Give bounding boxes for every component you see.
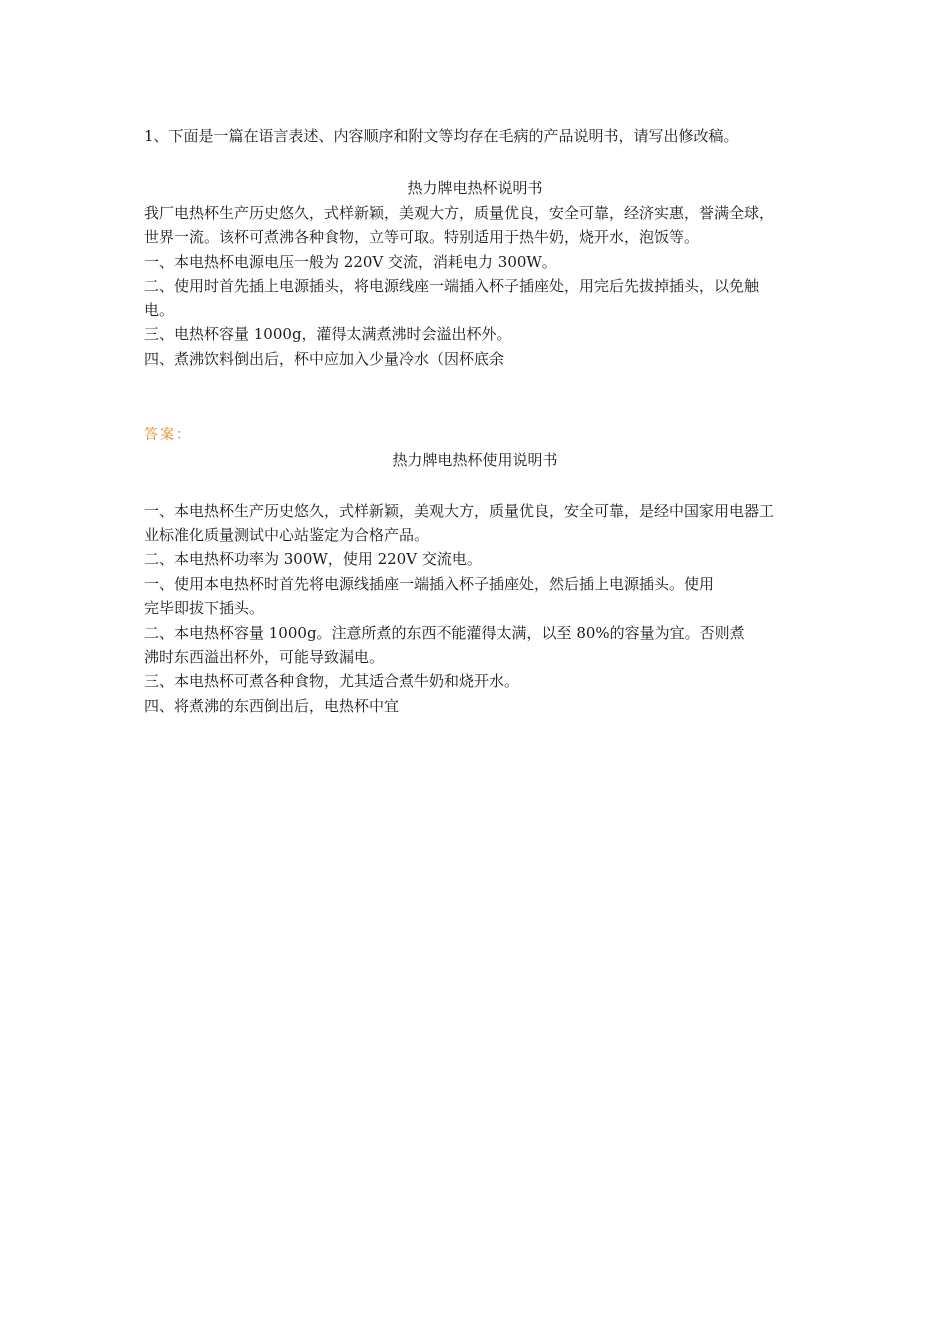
original-line: 四、煮沸饮料倒出后，杯中应加入少量冷水（因杯底余	[144, 350, 505, 368]
answer-line: 业标准化质量测试中心站鉴定为合格产品。	[144, 526, 430, 544]
original-line: 世界一流。该杯可煮沸各种食物，立等可取。特别适用于热牛奶，烧开水，泡饭等。	[144, 228, 700, 246]
original-title: 热力牌电热杯说明书	[407, 179, 543, 197]
answer-line: 沸时东西溢出杯外，可能导致漏电。	[144, 648, 385, 666]
question-prompt: 1、下面是一篇在语言表述、内容顺序和附文等均存在毛病的产品说明书，请写出修改稿。	[144, 127, 739, 145]
original-line: 二、使用时首先插上电源插头，将电源线座一端插入杯子插座处，用完后先拔掉插头，以免触	[144, 277, 760, 295]
answer-line: 二、本电热杯功率为 300W，使用 220V 交流电。	[144, 550, 482, 568]
original-line: 一、本电热杯电源电压一般为 220V 交流，消耗电力 300W。	[144, 253, 557, 271]
answer-line: 一、使用本电热杯时首先将电源线插座一端插入杯子插座处，然后插上电源插头。使用	[144, 575, 715, 593]
answer-line: 一、本电热杯生产历史悠久，式样新颖，美观大方，质量优良，安全可靠，是经中国家用电器工	[144, 502, 775, 520]
original-line: 电。	[144, 301, 175, 319]
answer-line: 完毕即拔下插头。	[144, 599, 265, 617]
original-line: 三、电热杯容量 1000g，灌得太满煮沸时会溢出杯外。	[144, 325, 512, 343]
answer-line: 二、本电热杯容量 1000g。注意所煮的东西不能灌得太满，以至 80%的容量为宜。否则煮	[144, 624, 745, 642]
answer-line: 四、将煮沸的东西倒出后，电热杯中宜	[144, 697, 400, 715]
original-line: 我厂电热杯生产历史悠久，式样新颖，美观大方，质量优良，安全可靠，经济实惠，誉满全球，	[144, 204, 775, 222]
answer-line: 三、本电热杯可煮各种食物，尤其适合煮牛奶和烧开水。	[144, 672, 520, 690]
answer-label: 答案：	[144, 427, 192, 443]
answer-title: 热力牌电热杯使用说明书	[392, 451, 558, 469]
